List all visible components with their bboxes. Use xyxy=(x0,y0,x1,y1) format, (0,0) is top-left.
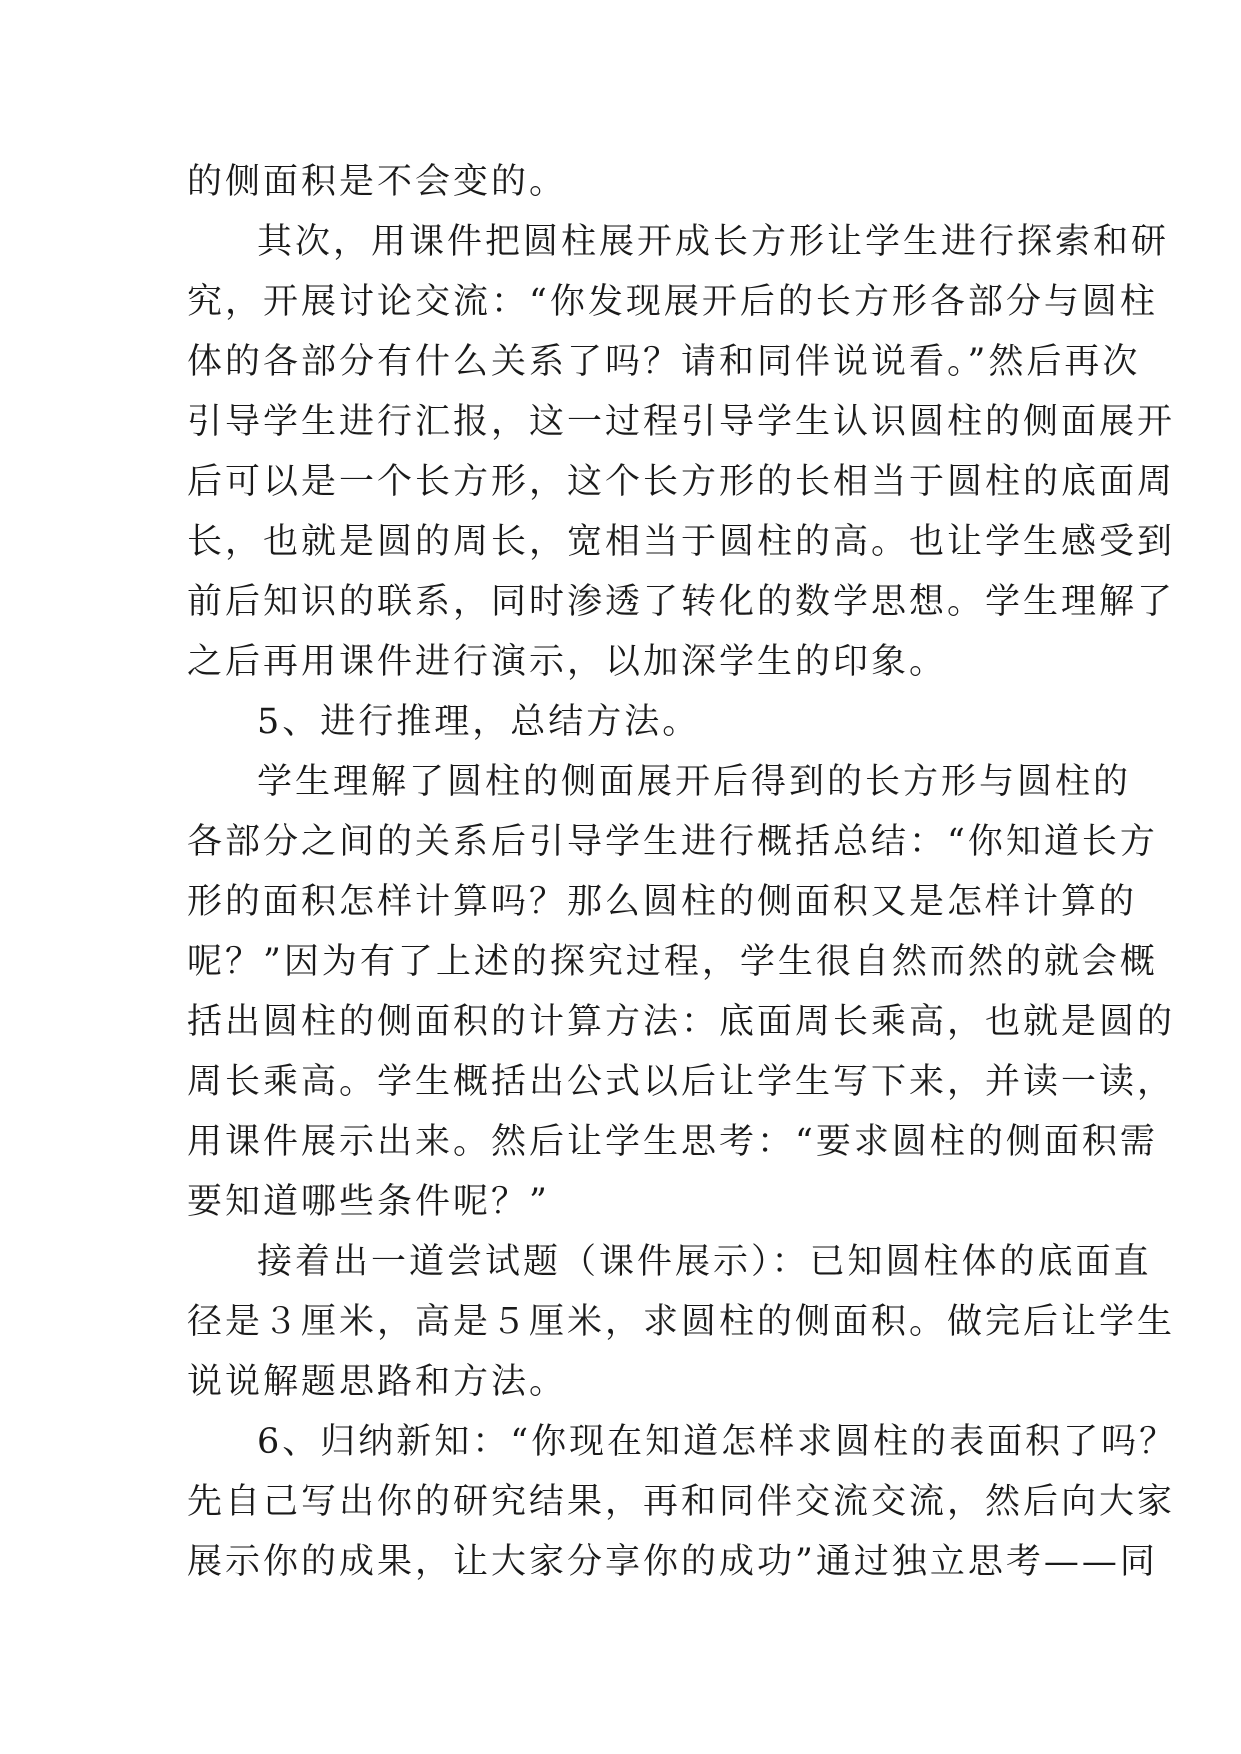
section-heading-5: 5、进行推理，总结方法。 xyxy=(257,702,701,742)
text-line-8: 前后知识的联系，同时渗透了转化的数学思想。学生理解了 xyxy=(187,582,1176,622)
text-line-15: 括出圆柱的侧面积的计算方法：底面周长乘高，也就是圆的 xyxy=(187,1002,1176,1042)
paragraph-line-2: 其次，用课件把圆柱展开成长方形让学生进行探索和研 xyxy=(257,222,1170,262)
text-line-12: 各部分之间的关系后引导学生进行概括总结：“你知道长方 xyxy=(187,822,1158,862)
text-line-17: 用课件展示出来。然后让学生思考：“要求圆柱的侧面积需 xyxy=(187,1122,1158,1162)
text-line-21: 说说解题思路和方法。 xyxy=(187,1362,568,1402)
text-line-13: 形的面积怎样计算吗？那么圆柱的侧面积又是怎样计算的 xyxy=(187,882,1138,922)
paragraph-line-19: 接着出一道尝试题（课件展示）：已知圆柱体的底面直 xyxy=(257,1242,1152,1282)
section-heading-6: 6、归纳新知：“你现在知道怎样求圆柱的表面积了吗？ xyxy=(257,1422,1178,1462)
text-line-5: 引导学生进行汇报，这一过程引导学生认识圆柱的侧面展开 xyxy=(187,402,1176,442)
text-line-18: 要知道哪些条件呢？” xyxy=(187,1182,550,1222)
text-line-4: 体的各部分有什么关系了吗？请和同伴说说看。”然后再次 xyxy=(187,342,1141,382)
text-line-20: 径是３厘米，高是５厘米，求圆柱的侧面积。做完后让学生 xyxy=(187,1302,1176,1342)
text-line-1: 的侧面积是不会变的。 xyxy=(187,162,568,202)
document-body xyxy=(187,152,1178,1592)
text-line-14: 呢？”因为有了上述的探究过程，学生很自然而然的就会概 xyxy=(187,942,1158,982)
paragraph-line-11: 学生理解了圆柱的侧面展开后得到的长方形与圆柱的 xyxy=(257,762,1132,802)
text-line-24: 展示你的成果，让大家分享你的成功”通过独立思考——同 xyxy=(187,1542,1158,1582)
text-line-23: 先自己写出你的研究结果，再和同伴交流交流，然后向大家 xyxy=(187,1482,1176,1522)
text-line-16: 周长乘高。学生概括出公式以后让学生写下来，并读一读， xyxy=(187,1062,1176,1102)
text-line-6: 后可以是一个长方形，这个长方形的长相当于圆柱的底面周 xyxy=(187,462,1176,502)
text-line-3: 究，开展讨论交流：“你发现展开后的长方形各部分与圆柱 xyxy=(187,282,1158,322)
text-line-9: 之后再用课件进行演示，以加深学生的印象。 xyxy=(187,642,948,682)
text-line-7: 长，也就是圆的周长，宽相当于圆柱的高。也让学生感受到 xyxy=(187,522,1176,562)
